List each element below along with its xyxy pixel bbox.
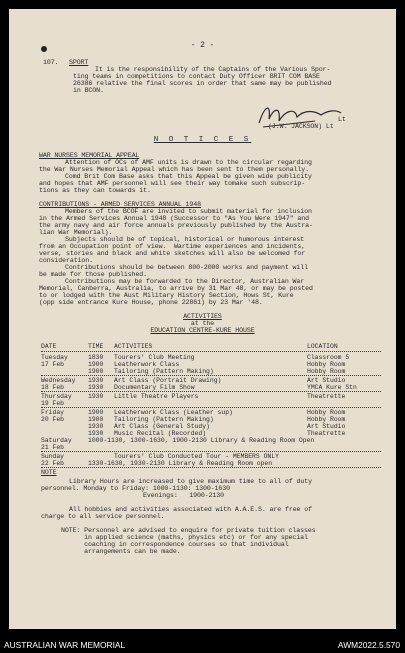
activities-title: ACTIVITIES xyxy=(183,313,222,320)
contributions-line-10: be made for those published. xyxy=(39,271,147,278)
contributions-line-9: Contributions should be between 800-2000 works and payment will xyxy=(65,264,308,271)
war-nurses-line-1: Attention of OCs of AMF units is drawn to the circular regarding xyxy=(65,159,312,166)
activities-venue: EDUCATION CENTRE-KURE HOUSE xyxy=(150,327,255,334)
note-line-1: Library Hours are increased to give maximum time to all of duty xyxy=(69,478,312,485)
header-activities: ACTIVITIES xyxy=(114,343,153,350)
war-nurses-line-4: and hopes that AMF personnel will see their way tomake such subscrip- xyxy=(39,180,306,187)
activities-table-header xyxy=(41,343,381,350)
archive-footer xyxy=(0,631,405,653)
table-row: Thursday 1930 Little Theatre Players Theatrette xyxy=(41,393,346,400)
contributions-line-2: in the Armed Services Annual 1948 (Successor to "As You Were 1947" and xyxy=(39,215,309,222)
contributions-line-11: Contributions may be forwarded to the Director, Australian War xyxy=(65,278,305,285)
contributions-line-12: Memorial, Canberra, Australia, to arrive by 31 Mar 48, or may be posted xyxy=(39,285,313,292)
header-location: LOCATION xyxy=(307,343,338,350)
table-row: 1930 Art Class (General Study) Art Studio xyxy=(88,423,346,430)
contributions-line-3: the army navy and air force annuals previously published by the Austra- xyxy=(39,222,313,229)
free-line-2: charge to all service personnel. xyxy=(41,513,165,520)
contributions-line-4: lian War Memorial). xyxy=(39,229,113,236)
note2-line-4: arrangements can be made. xyxy=(61,548,181,555)
note-line-3: Evenings: 1900-2130 xyxy=(143,492,224,499)
contributions-line-1: Members of the BCOF are invited to submit material for inclusion xyxy=(65,208,312,215)
contributions-line-13: to or lodged with the Aust Military History Section, Hows St, Kure xyxy=(39,292,294,299)
table-row: Wednesday 1930 Art Class (Portrait Drawing) Art Studio xyxy=(41,377,346,384)
contributions-line-7: verse, stories and black and white sketches will also be welcomed for xyxy=(39,250,306,257)
sport-line-1: It is the responsibility of the Captains of the Various Spor- xyxy=(95,66,331,73)
table-row: 1900 Tailoring (Pattern Making) Hobby Room xyxy=(88,368,346,375)
table-row: 20 Feb 1900 Tailoring (Pattern Making) Hobby Room xyxy=(41,416,346,423)
signature-rank: Lt xyxy=(338,116,346,123)
table-divider xyxy=(41,467,381,468)
signature-name: (J.W. JACKSON) Lt xyxy=(268,123,334,130)
header-date: DATE xyxy=(41,343,57,350)
war-nurses-heading: WAR NURSES MEMORIAL APPEAL xyxy=(39,152,140,159)
table-divider xyxy=(41,351,381,352)
sport-line-2: ting teams in competitions to contact Duty Officer BRIT COM BASE xyxy=(73,73,320,80)
war-nurses-line-3: Comd Brit Com Base asks that this Appeal be given wide publicity xyxy=(65,173,312,180)
contributions-heading: CONTRIBUTIONS - ARMED SERVICES ANNUAL 1948 xyxy=(39,201,201,208)
table-divider xyxy=(41,451,381,452)
notices-title: N O T I C E S xyxy=(153,136,252,144)
contributions-line-8: consideration. xyxy=(39,257,93,264)
sport-line-3: 26386 relative the final scores in order that same may be published xyxy=(73,80,332,87)
footer-reference: AWM2022.5.570 xyxy=(337,640,400,650)
table-row: Sunday Tourers' Club Conducted Tour - MEMBERS ONLY xyxy=(41,453,279,460)
contributions-line-5: Subjects should be of topical, historical or humorous interest xyxy=(65,236,305,243)
note-heading: NOTE xyxy=(41,469,57,476)
activities-subtitle: at the xyxy=(190,320,215,327)
sport-line-4: in BCON. xyxy=(73,87,104,94)
document-page xyxy=(9,9,396,629)
table-row: 17 Feb 1900 Leatherwork Class Hobby Room xyxy=(41,361,346,368)
header-time: TIME xyxy=(88,343,104,350)
note-line-2: personnel. Monday to Friday: 1000-1130: 1300-1630 xyxy=(41,485,230,492)
sport-heading: SPORT xyxy=(69,59,89,66)
table-row: Tuesday 1830 Tourers' Club Meeting Classroom 5 xyxy=(41,354,350,361)
war-nurses-line-5: tions as they can towards it. xyxy=(39,187,151,194)
free-line-1: All hobbies and activities associated with A.A.E.S. are free of xyxy=(69,506,312,513)
table-row: 18 Feb 1930 Documentary Film Show YMCA Kure Stn xyxy=(41,384,357,391)
page-number: - 2 - xyxy=(190,41,215,50)
footer-source: AUSTRALIAN WAR MEMORIAL xyxy=(4,640,126,650)
table-divider xyxy=(41,407,381,408)
note2-line-2: in applied science (maths, physics etc) or for any special xyxy=(61,534,308,541)
table-divider xyxy=(41,391,381,392)
table-row: Friday 1900 Leatherwork Class (Leather sup) Hobby Room xyxy=(41,409,346,416)
table-row: 22 Feb 1330-1630, 1930-2130 Library & Reading Room open xyxy=(41,460,273,467)
table-row: Saturday 1000-1130, 1300-1630, 1900-2130 Library & Reading Room Open xyxy=(41,437,315,444)
table-row: 21 Feb xyxy=(41,444,65,451)
table-row: 1930 Music Recital (Recorded) Theatrette xyxy=(88,430,346,437)
contributions-line-14: (opp side entrance Kure House, phone 22861) by 23 Mar '48. xyxy=(39,299,263,306)
note2-line-1: NOTE: Personnel are advised to enquire for private tuition classes xyxy=(61,527,316,534)
sport-number: 107. xyxy=(43,59,59,66)
table-divider xyxy=(41,375,381,376)
contributions-line-6: from an Occupation point of view. Wartime experiences and incidents, xyxy=(39,243,306,250)
table-row: 19 Feb xyxy=(41,400,65,407)
note2-line-3: coaching in correspondence courses so that individual xyxy=(61,541,289,548)
war-nurses-line-2: the War Nurses Memorial Appeal which has been sent to them personally. xyxy=(39,166,309,173)
